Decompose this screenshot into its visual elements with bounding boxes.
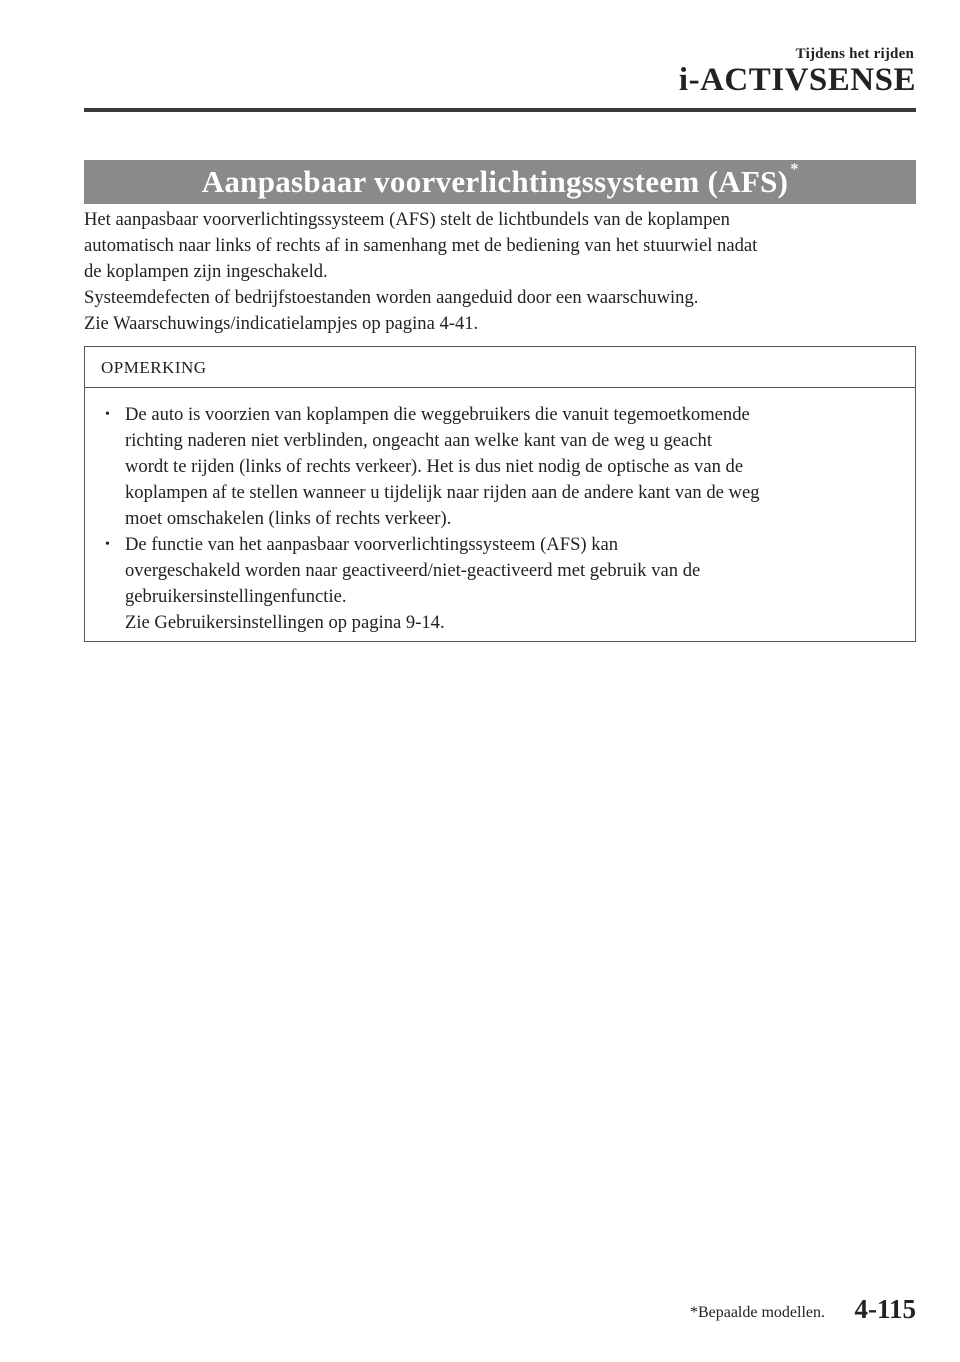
header-section-title: i-ACTIVSENSE <box>678 62 916 98</box>
intro-text <box>84 207 920 337</box>
note-line: De functie van het aanpasbaar voorverlichtingssysteem (AFS) kan <box>125 534 619 555</box>
note-list <box>85 388 915 636</box>
intro-line: Het aanpasbaar voorverlichtingssysteem (AFS) stelt de lichtbundels van de koplampen <box>84 209 730 230</box>
note-cross-reference: Zie Gebruikersinstellingen op pagina 9-14. <box>125 612 445 633</box>
footer-note: *Bepaalde modellen. <box>689 1304 825 1321</box>
note-item <box>103 532 895 636</box>
bullet-icon: • <box>105 537 110 552</box>
header-rule <box>84 108 916 112</box>
header-chapter: Tijdens het rijden <box>795 46 914 62</box>
note-line: moet omschakelen (links of rechts verkeer). <box>125 508 452 529</box>
note-line: De auto is voorzien van koplampen die weggebruikers die vanuit tegemoetkomende <box>125 404 750 425</box>
note-item <box>103 402 895 532</box>
section-title: Aanpasbaar voorverlichtingssysteem (AFS) <box>201 164 789 199</box>
note-line: wordt te rijden (links of rechts verkeer). Het is dus niet nodig de optische as van de <box>125 456 744 477</box>
section-title-bar <box>84 160 916 204</box>
intro-line: Systeemdefecten of bedrijfstoestanden worden aangeduid door een waarschuwing. <box>84 287 699 308</box>
note-line: richting naderen niet verblinden, ongeacht aan welke kant van de weg u geacht <box>125 430 713 451</box>
optional-equipment-marker: * <box>790 161 799 178</box>
note-line: overgeschakeld worden naar geactiveerd/niet-geactiveerd met gebruik van de <box>125 560 701 581</box>
intro-line: automatisch naar links of rechts af in samenhang met de bediening van het stuurwiel nadat <box>84 235 758 256</box>
bullet-icon: • <box>105 407 110 422</box>
intro-line: de koplampen zijn ingeschakeld. <box>84 261 328 282</box>
note-line: koplampen af te stellen wanneer u tijdelijk naar rijden aan de andere kant van de weg <box>125 482 760 503</box>
intro-cross-reference: Zie Waarschuwings/indicatielampjes op pagina 4-41. <box>84 313 479 334</box>
note-line: gebruikersinstellingenfunctie. <box>125 586 347 607</box>
note-heading: OPMERKING <box>85 347 915 388</box>
page-number: 4-115 <box>854 1294 916 1324</box>
note-box <box>84 346 916 642</box>
